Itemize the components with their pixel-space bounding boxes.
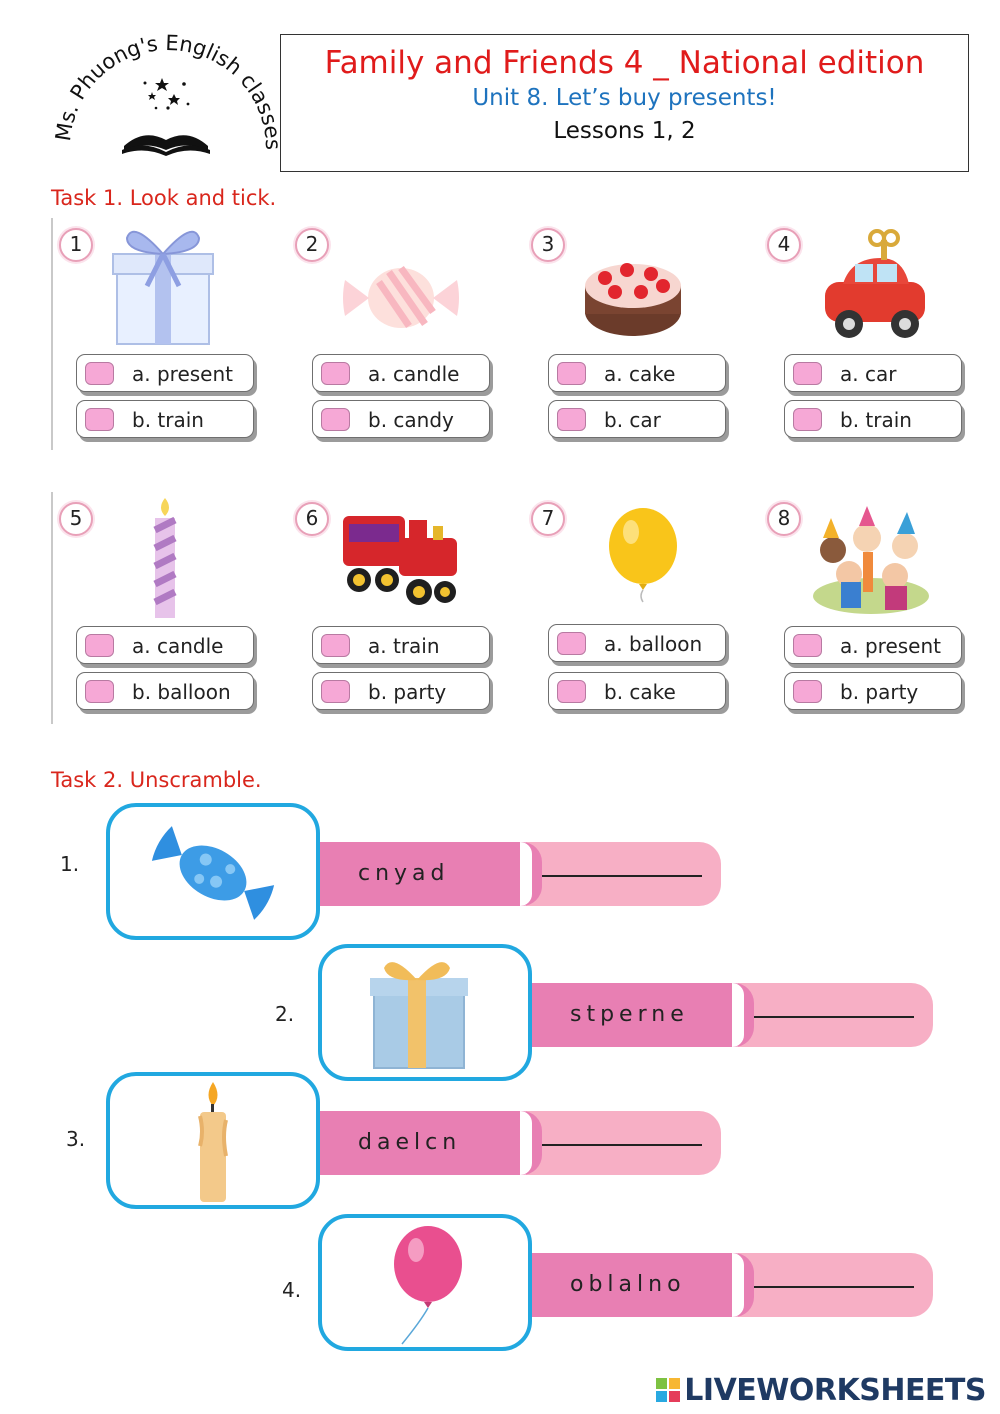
balloon-icon [575, 494, 695, 619]
item-number: 6 [295, 502, 329, 536]
unit-title: Unit 8. Let’s buy presents! [472, 85, 777, 111]
candle-icon [103, 494, 223, 619]
option-b [312, 672, 490, 710]
task1-item [53, 220, 273, 460]
option-label: a. balloon [604, 632, 703, 656]
tick-box[interactable] [557, 680, 586, 703]
item-number: 7 [531, 502, 565, 536]
option-label: a. train [368, 634, 440, 658]
option-a [76, 626, 254, 664]
option-label: a. candle [368, 362, 460, 386]
option-b [784, 672, 962, 710]
open-book-icon [122, 135, 210, 156]
option-a [784, 354, 962, 392]
option-b [548, 400, 726, 438]
item-number: 2 [295, 228, 329, 262]
liveworksheets-logo-icon [655, 1377, 681, 1403]
option-a [548, 624, 726, 662]
option-label: a. cake [604, 362, 676, 386]
option-a [76, 354, 254, 392]
liveworksheets-brand [655, 1372, 986, 1408]
task1-item [289, 220, 509, 460]
stars-icon [144, 78, 190, 110]
item-number: 5 [59, 502, 93, 536]
option-a [784, 626, 962, 664]
answer-input[interactable] [542, 853, 702, 877]
tick-box[interactable] [321, 408, 350, 431]
tick-box[interactable] [557, 362, 586, 385]
option-a [312, 626, 490, 664]
option-label: a. candle [132, 634, 224, 658]
option-label: b. train [840, 408, 912, 432]
candy-icon [339, 220, 459, 345]
brand-text: LIVEWORKSHEETS [684, 1372, 986, 1408]
scrambled-word: daelcn [358, 1130, 462, 1155]
picture-frame [106, 1072, 320, 1209]
question-number: 3. [66, 1127, 86, 1151]
option-label: b. party [368, 680, 447, 704]
option-label: b. balloon [132, 680, 231, 704]
item-number: 4 [767, 228, 801, 262]
picture-frame [106, 803, 320, 940]
worksheet-title: Family and Friends 4 _ National edition [324, 45, 925, 81]
task1-item [525, 220, 745, 460]
task1-item [525, 494, 745, 734]
option-b [76, 672, 254, 710]
option-b [312, 400, 490, 438]
option-label: b. car [604, 408, 661, 432]
unscramble-row [318, 944, 948, 1084]
tick-box[interactable] [85, 408, 114, 431]
bar-divider [520, 1111, 532, 1175]
tick-box[interactable] [321, 634, 350, 657]
picture-frame [318, 1214, 532, 1351]
option-label: b. train [132, 408, 204, 432]
task2-title: Task 2. Unscramble. [51, 768, 262, 792]
option-b [76, 400, 254, 438]
item-number: 3 [531, 228, 565, 262]
present-icon [103, 220, 223, 345]
option-label: b. candy [368, 408, 454, 432]
answer-input[interactable] [754, 994, 914, 1018]
tick-box[interactable] [85, 680, 114, 703]
party-icon [811, 494, 931, 619]
task1-title: Task 1. Look and tick. [51, 186, 277, 210]
tick-box[interactable] [321, 680, 350, 703]
option-label: b. party [840, 680, 919, 704]
logo-text: Ms. Phuong's English classes [51, 30, 284, 151]
cake-icon [575, 220, 695, 345]
tick-box[interactable] [85, 362, 114, 385]
title-box [280, 34, 969, 172]
item-number: 1 [59, 228, 93, 262]
option-label: b. cake [604, 680, 676, 704]
option-b [784, 400, 962, 438]
blue-candy-icon [110, 807, 316, 936]
question-number: 1. [60, 852, 80, 876]
lit-candle-icon [110, 1076, 316, 1205]
picture-frame [318, 944, 532, 1081]
bar-divider [520, 842, 532, 906]
tick-box[interactable] [85, 634, 114, 657]
task1-item [289, 494, 509, 734]
option-label: a. car [840, 362, 897, 386]
item-number: 8 [767, 502, 801, 536]
tick-box[interactable] [793, 634, 822, 657]
gift-box-icon [322, 948, 528, 1077]
tick-box[interactable] [793, 408, 822, 431]
unscramble-row [106, 1072, 736, 1212]
toy-train-icon [339, 494, 459, 619]
question-number: 2. [275, 1002, 295, 1026]
option-label: a. present [840, 634, 941, 658]
lessons-label: Lessons 1, 2 [553, 118, 696, 144]
pink-balloon-icon [322, 1218, 528, 1347]
scrambled-word: cnyad [358, 861, 450, 886]
task1-item [53, 494, 273, 734]
bar-divider [732, 1253, 744, 1317]
task1-item [761, 494, 981, 734]
option-a [312, 354, 490, 392]
scrambled-word: oblalno [570, 1272, 686, 1297]
unscramble-row [106, 803, 736, 943]
tick-box[interactable] [793, 362, 822, 385]
tick-box[interactable] [557, 632, 586, 655]
school-logo [48, 28, 284, 166]
tick-box[interactable] [793, 680, 822, 703]
option-label: a. present [132, 362, 233, 386]
toy-car-icon [811, 220, 931, 345]
tick-box[interactable] [557, 408, 586, 431]
scrambled-word: stperne [570, 1002, 689, 1027]
answer-input[interactable] [542, 1122, 702, 1146]
task1-item [761, 220, 981, 460]
option-a [548, 354, 726, 392]
question-number: 4. [282, 1278, 302, 1302]
bar-divider [732, 983, 744, 1047]
unscramble-row [318, 1214, 948, 1354]
tick-box[interactable] [321, 362, 350, 385]
answer-input[interactable] [754, 1264, 914, 1288]
option-b [548, 672, 726, 710]
